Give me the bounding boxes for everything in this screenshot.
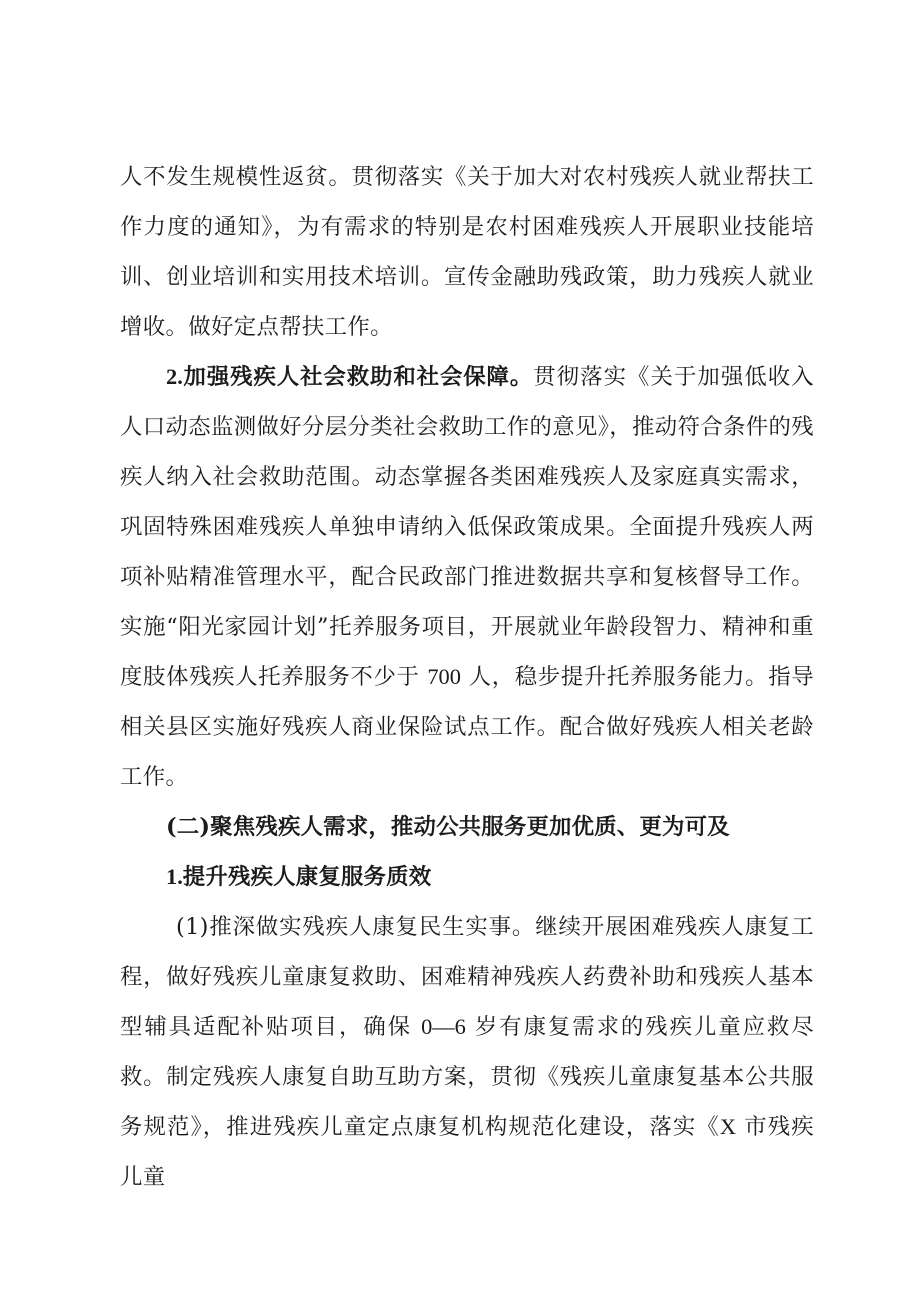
heading-section-two-text: (二)聚焦残疾人需求，推动公共服务更加优质、更为可及 [166,814,730,840]
heading-item-one-text: 提升残疾人康复服务质效 [182,864,432,890]
inline-letter-x: X [719,1114,737,1139]
paragraph-subitem-1-text: 推深做实残疾人康复民生实事。继续开展困难残疾人康复工程，做好残疾儿童康复救助、困难精神残疾人药费补助和残疾人基本型辅具适配补贴项目，确保 [120,914,814,1040]
text-column [120,152,814,1202]
paragraph-continued [120,152,814,352]
bold-lead-item-2: 加强残疾人社会救助和社会保障。 [182,364,534,390]
enumerator-sub-1: (1) [176,914,209,940]
inline-number-age-range: 0—6 [421,1014,466,1039]
paragraph-continued-text: 人不发生规模性返贫。贯彻落实《关于加大对农村残疾人就业帮扶工作力度的通知》，为有需求的特别是农村困难残疾人开展职业技能培训、创业培训和实用技术培训。宣传金融助残政策，助力残疾人就业增收。做好定点帮扶工作。 [120,164,814,340]
enumerator-1: 1. [166,864,183,889]
enumerator-2: 2. [166,364,183,389]
inline-number-700: 700 [427,664,461,689]
heading-section-two [120,802,814,852]
paragraph-subitem-1-text-mid: 岁有康复需求的残疾儿童应救尽救。制定残疾人康复自助互助方案，贯彻《残疾儿童康复基本公共服务规范》，推进残疾儿童定点康复机构规范化建设，落实《 [120,1014,814,1140]
paragraph-item-2-text: 贯彻落实《关于加强低收入人口动态监测做好分层分类社会救助工作的意见》，推动符合条件的残疾人纳入社会救助范围。动态掌握各类困难残疾人及家庭真实需求，巩固特殊困难残疾人单独申请纳入低保政策成果。全面提升残疾人两项补贴精准管理水平，配合民政部门推进数据共享和复核督导工作。实施“阳光家园计划”托养服务项目，开展就业年龄段智力、精神和重度肢体残疾人托养服务不少于 [120,364,815,690]
paragraph-subitem-1 [120,902,814,1202]
heading-item-one [120,852,814,902]
paragraph-item-2 [120,352,814,802]
paragraph-subitem-1-text-tail: 市残疾儿童 [120,1114,814,1190]
paragraph-item-2-text-tail: 人，稳步提升托养服务能力。指导相关县区实施好残疾人商业保险试点工作。配合做好残疾人相关老龄工作。 [120,664,814,790]
